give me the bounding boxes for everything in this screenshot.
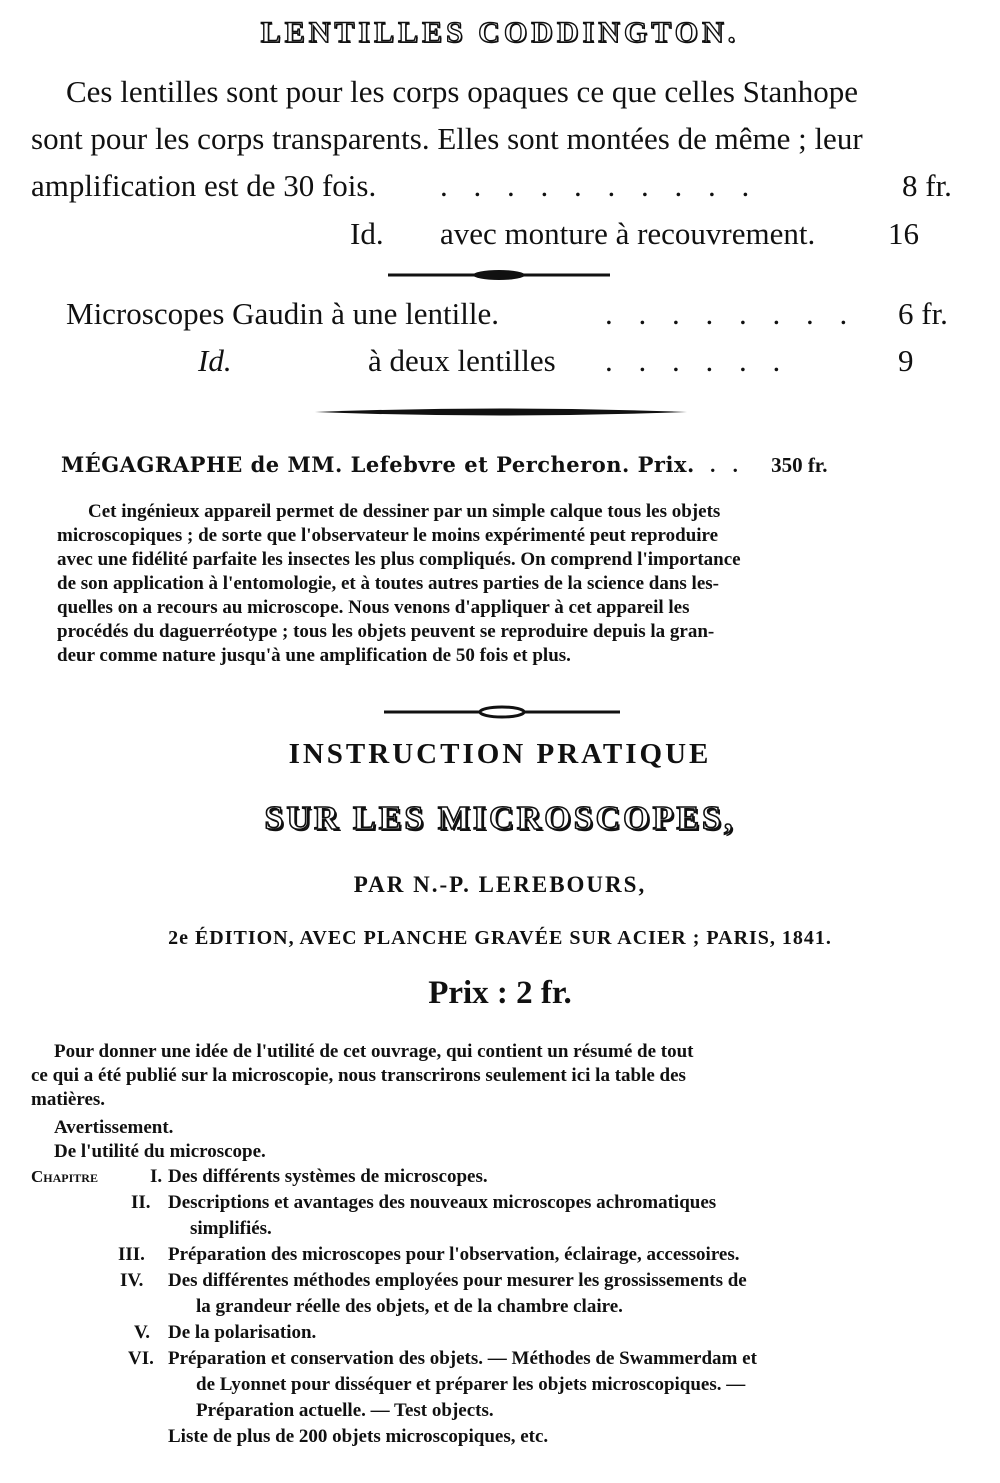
ornament-rule-2: [315, 405, 687, 419]
toc-chapter-line: Préparation actuelle. — Test objects.: [196, 1400, 494, 1421]
toc-chapter-num: III.: [118, 1244, 145, 1265]
toc-chapter-num: I.: [150, 1166, 163, 1187]
gaudin-line-2-text: à deux lentilles: [368, 343, 556, 378]
instruction-price: Prix : 2 fr.: [428, 975, 572, 1011]
megagraphe-desc-line: quelles on a recours au microscope. Nous venons d'appliquer à cet appareil les: [57, 597, 690, 618]
coddington-line-2: sont pour les corps transparents. Elles sont montées de même ; leur: [31, 121, 863, 156]
toc-chapitre-label: Chapitre: [31, 1167, 98, 1186]
coddington-line-3-price: 8 fr.: [902, 168, 952, 203]
toc-chapter-line: Des différentes méthodes employées pour mesurer les grossissements de: [168, 1270, 747, 1291]
megagraphe-desc-line: procédés du daguerréotype ; tous les objets peuvent se reproduire depuis la gran-: [57, 621, 715, 642]
toc-chapter-line: Descriptions et avantages des nouveaux microscopes achromatiques: [168, 1192, 717, 1213]
megagraphe-desc-line: de son application à l'entomologie, et à toutes autres parties de la science dans les-: [57, 573, 719, 594]
toc-chapter-num: VI.: [128, 1348, 154, 1369]
coddington-line-1: Ces lentilles sont pour les corps opaques ce que celles Stanhope: [66, 74, 859, 109]
gaudin-line-2-id: Id.: [198, 343, 232, 378]
toc-final: Liste de plus de 200 objets microscopiques, etc.: [168, 1426, 549, 1447]
ornament-rule-3: [384, 705, 620, 719]
toc-chapter-num: II.: [131, 1192, 151, 1213]
gaudin-line-1-text: Microscopes Gaudin à une lentille.: [66, 296, 500, 331]
intro-line: matières.: [31, 1089, 106, 1110]
toc-avertissement: Avertissement.: [54, 1117, 174, 1138]
megagraphe-price: 350 fr.: [771, 453, 828, 477]
megagraphe-line: [61, 452, 827, 478]
megagraphe-dots: . .: [710, 453, 744, 477]
coddington-line-3-dots: . . . . . . . . . .: [440, 168, 750, 203]
toc-chapter-num: IV.: [120, 1270, 144, 1291]
toc-chapter-line: de Lyonnet pour disséquer et préparer les objets microscopiques. —: [196, 1374, 746, 1395]
coddington-line-4-price: 16: [888, 216, 919, 251]
coddington-line-4-text: avec monture à recouvrement.: [440, 216, 816, 251]
megagraphe-makers: . Lefebvre et Percheron. Prix.: [334, 452, 695, 477]
coddington-line-4-id: Id.: [350, 216, 384, 251]
megagraphe-desc-line: Cet ingénieux appareil permet de dessiner par un simple calque tous les objets: [88, 501, 721, 522]
megagraphe-desc-line: deur comme nature jusqu'à une amplification de 50 fois et plus.: [57, 645, 571, 666]
instruction-heading: INSTRUCTION PRATIQUE: [288, 738, 712, 770]
megagraphe-name: MÉGAGRAPHE de MM: [61, 452, 335, 477]
gaudin-line-2-price: 9: [898, 343, 914, 378]
toc-chapter-line: Préparation et conservation des objets. — Méthodes de Swammerdam et: [168, 1348, 757, 1369]
intro-line: ce qui a été publié sur la microscopie, nous transcrirons seulement ici la table des: [31, 1065, 686, 1086]
toc-chapter-line: De la polarisation.: [168, 1322, 317, 1343]
coddington-line-3-text: amplification est de 30 fois.: [31, 168, 377, 203]
instruction-subheading: SUR LES MICROSCOPES,: [264, 800, 736, 837]
gaudin-line-1-dots: . . . . . . . .: [605, 296, 848, 331]
gaudin-line-2-dots: . . . . . .: [605, 343, 781, 378]
gaudin-line-1-price: 6 fr.: [898, 296, 948, 331]
toc-chapter-line: simplifiés.: [190, 1218, 272, 1239]
toc-chapter-line: Préparation des microscopes pour l'observation, éclairage, accessoires.: [168, 1244, 740, 1265]
coddington-title: LENTILLES CODDINGTON.: [260, 16, 740, 49]
megagraphe-desc-line: microscopiques ; de sorte que l'observateur le moins expérimenté peut reproduire: [57, 525, 719, 546]
toc-chapter-line: Des différents systèmes de microscopes.: [168, 1166, 488, 1187]
instruction-edition: 2e ÉDITION, AVEC PLANCHE GRAVÉE SUR ACIER ; PARIS, 1841.: [168, 927, 832, 949]
megagraphe-desc-line: avec une fidélité parfaite les insectes les plus compliqués. On comprend l'importance: [57, 549, 741, 570]
coddington-line-3: [31, 168, 376, 204]
toc-chapter-line: la grandeur réelle des objets, et de la chambre claire.: [196, 1296, 623, 1317]
instruction-author: PAR N.-P. LEREBOURS,: [353, 872, 647, 897]
toc-utilite: De l'utilité du microscope.: [54, 1141, 266, 1162]
intro-line: Pour donner une idée de l'utilité de cet ouvrage, qui contient un résumé de tout: [54, 1041, 694, 1062]
ornament-rule-1: [388, 268, 610, 282]
toc-chapter-num: V.: [134, 1322, 151, 1343]
